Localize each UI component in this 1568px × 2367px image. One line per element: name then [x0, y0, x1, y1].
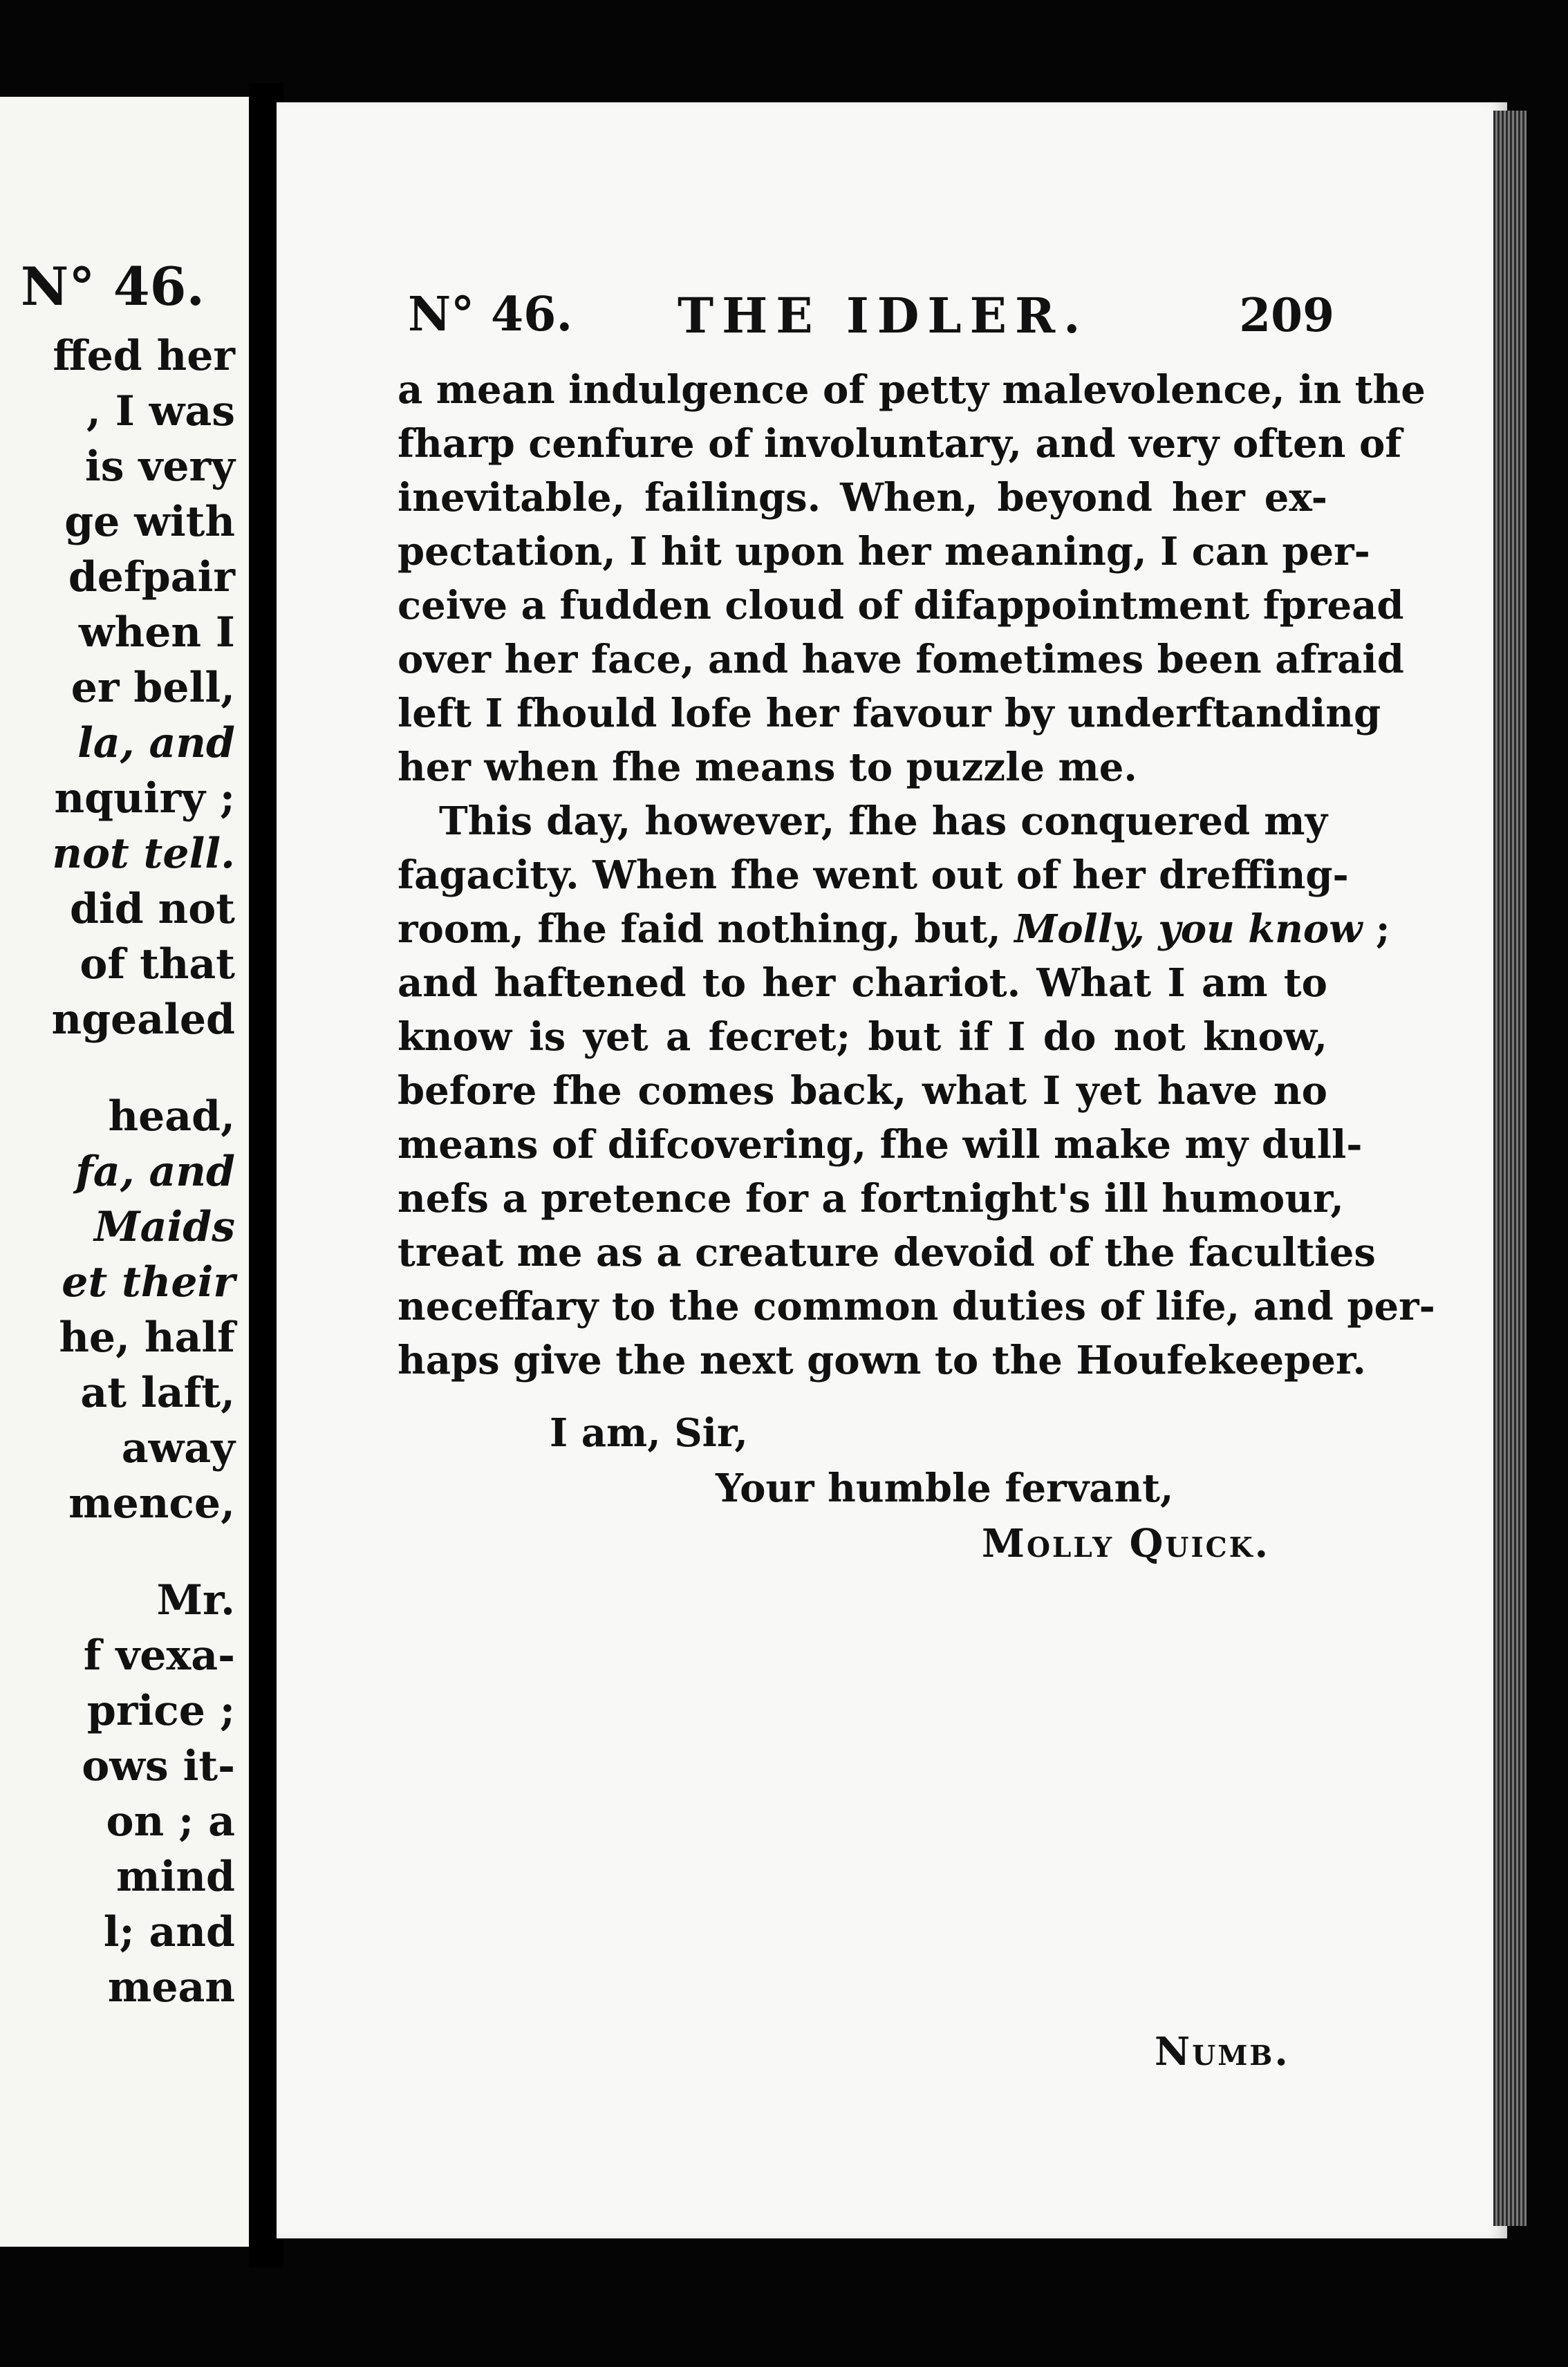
- left-page-line: of that: [80, 940, 235, 989]
- left-page-line: f vexa-: [83, 1631, 235, 1680]
- header-number: N° 46.: [408, 287, 573, 342]
- left-page-line: on ; a: [106, 1797, 235, 1846]
- left-page-line: when I: [78, 608, 235, 657]
- text-line: fagacity. When fhe went out of her dreffing-: [398, 852, 1349, 898]
- text-line: before fhe comes back, what I yet have no: [398, 1068, 1327, 1114]
- left-page-line: la, and: [77, 719, 235, 767]
- left-page-line: mence,: [68, 1479, 235, 1528]
- text-segment: room, fhe faid nothing, but,: [398, 906, 1015, 952]
- text-line: neceffary to the common duties of life, and per-: [398, 1284, 1435, 1329]
- complimentary-close: Your humble fervant,: [716, 1466, 1174, 1511]
- text-line: ceive a fudden cloud of difappointment fpread: [398, 583, 1404, 628]
- text-line: haps give the next gown to the Houfekeeper.: [398, 1338, 1366, 1383]
- left-page-line: ge with: [64, 498, 235, 546]
- left-page-line: defpair: [68, 553, 235, 601]
- text-line: left I fhould lofe her favour by underftanding: [398, 691, 1381, 736]
- italic-phrase: Molly, you know: [1014, 906, 1363, 952]
- left-page-line: price ;: [86, 1687, 235, 1735]
- left-page-line: Maids: [94, 1203, 235, 1251]
- left-page-header: N° 46.: [20, 256, 205, 317]
- left-page-line: mean: [107, 1963, 235, 2012]
- text-line: know is yet a fecret; but if I do not know,: [398, 1014, 1327, 1060]
- left-page-line: er bell,: [71, 664, 235, 712]
- text-line: and haftened to her chariot. What I am to: [398, 960, 1327, 1006]
- text-line: pectation, I hit upon her meaning, I can per-: [398, 529, 1370, 574]
- text-line-with-italic: [398, 902, 1390, 956]
- left-page-line: ows it-: [82, 1742, 235, 1790]
- left-page-line: away: [121, 1424, 235, 1472]
- left-page: [0, 97, 249, 2247]
- text-line: This day, however, fhe has conquered my: [439, 798, 1327, 844]
- text-line: fharp cenfure of involuntary, and very often of: [398, 421, 1402, 467]
- left-page-line: mind: [116, 1853, 235, 1901]
- left-page-line: ngealed: [51, 995, 235, 1044]
- salutation: I am, Sir,: [550, 1410, 748, 1456]
- signature: Molly Quick.: [982, 1521, 1271, 1566]
- left-page-line: is very: [85, 442, 235, 491]
- header-title: THE IDLER.: [678, 287, 1089, 344]
- text-segment: ;: [1362, 906, 1390, 952]
- text-line: over her face, and have fometimes been afraid: [398, 637, 1404, 682]
- left-page-line: at laft,: [80, 1369, 235, 1417]
- left-page-line: ffed her: [53, 332, 235, 380]
- left-page-line: head,: [108, 1092, 235, 1141]
- left-page-line: Mr.: [156, 1576, 235, 1625]
- left-page-line: et their: [62, 1258, 235, 1307]
- text-line: nefs a pretence for a fortnight's ill humour,: [398, 1176, 1344, 1222]
- left-page-line: l; and: [103, 1908, 235, 1956]
- left-page-line: not tell.: [52, 830, 235, 878]
- body-text: [398, 363, 1435, 1387]
- left-page-line: nquiry ;: [54, 774, 235, 823]
- left-page-line: he, half: [59, 1313, 235, 1362]
- left-page-line: , I was: [86, 387, 235, 436]
- text-line: treat me as a creature devoid of the faculties: [398, 1230, 1376, 1275]
- text-line: means of difcovering, fhe will make my dull-: [398, 1122, 1363, 1168]
- text-line: a mean indulgence of petty malevolence, in the: [398, 367, 1426, 413]
- text-line: inevitable, failings. When, beyond her ex-: [398, 475, 1327, 521]
- text-line: her when fhe means to puzzle me.: [398, 745, 1137, 790]
- page-number: 209: [1239, 288, 1334, 342]
- running-header: [408, 287, 1334, 342]
- catchword: Numb.: [1155, 2029, 1290, 2075]
- left-page-line: fa, and: [75, 1148, 235, 1196]
- page-edges: [1493, 111, 1527, 2226]
- left-page-line: did not: [70, 885, 235, 933]
